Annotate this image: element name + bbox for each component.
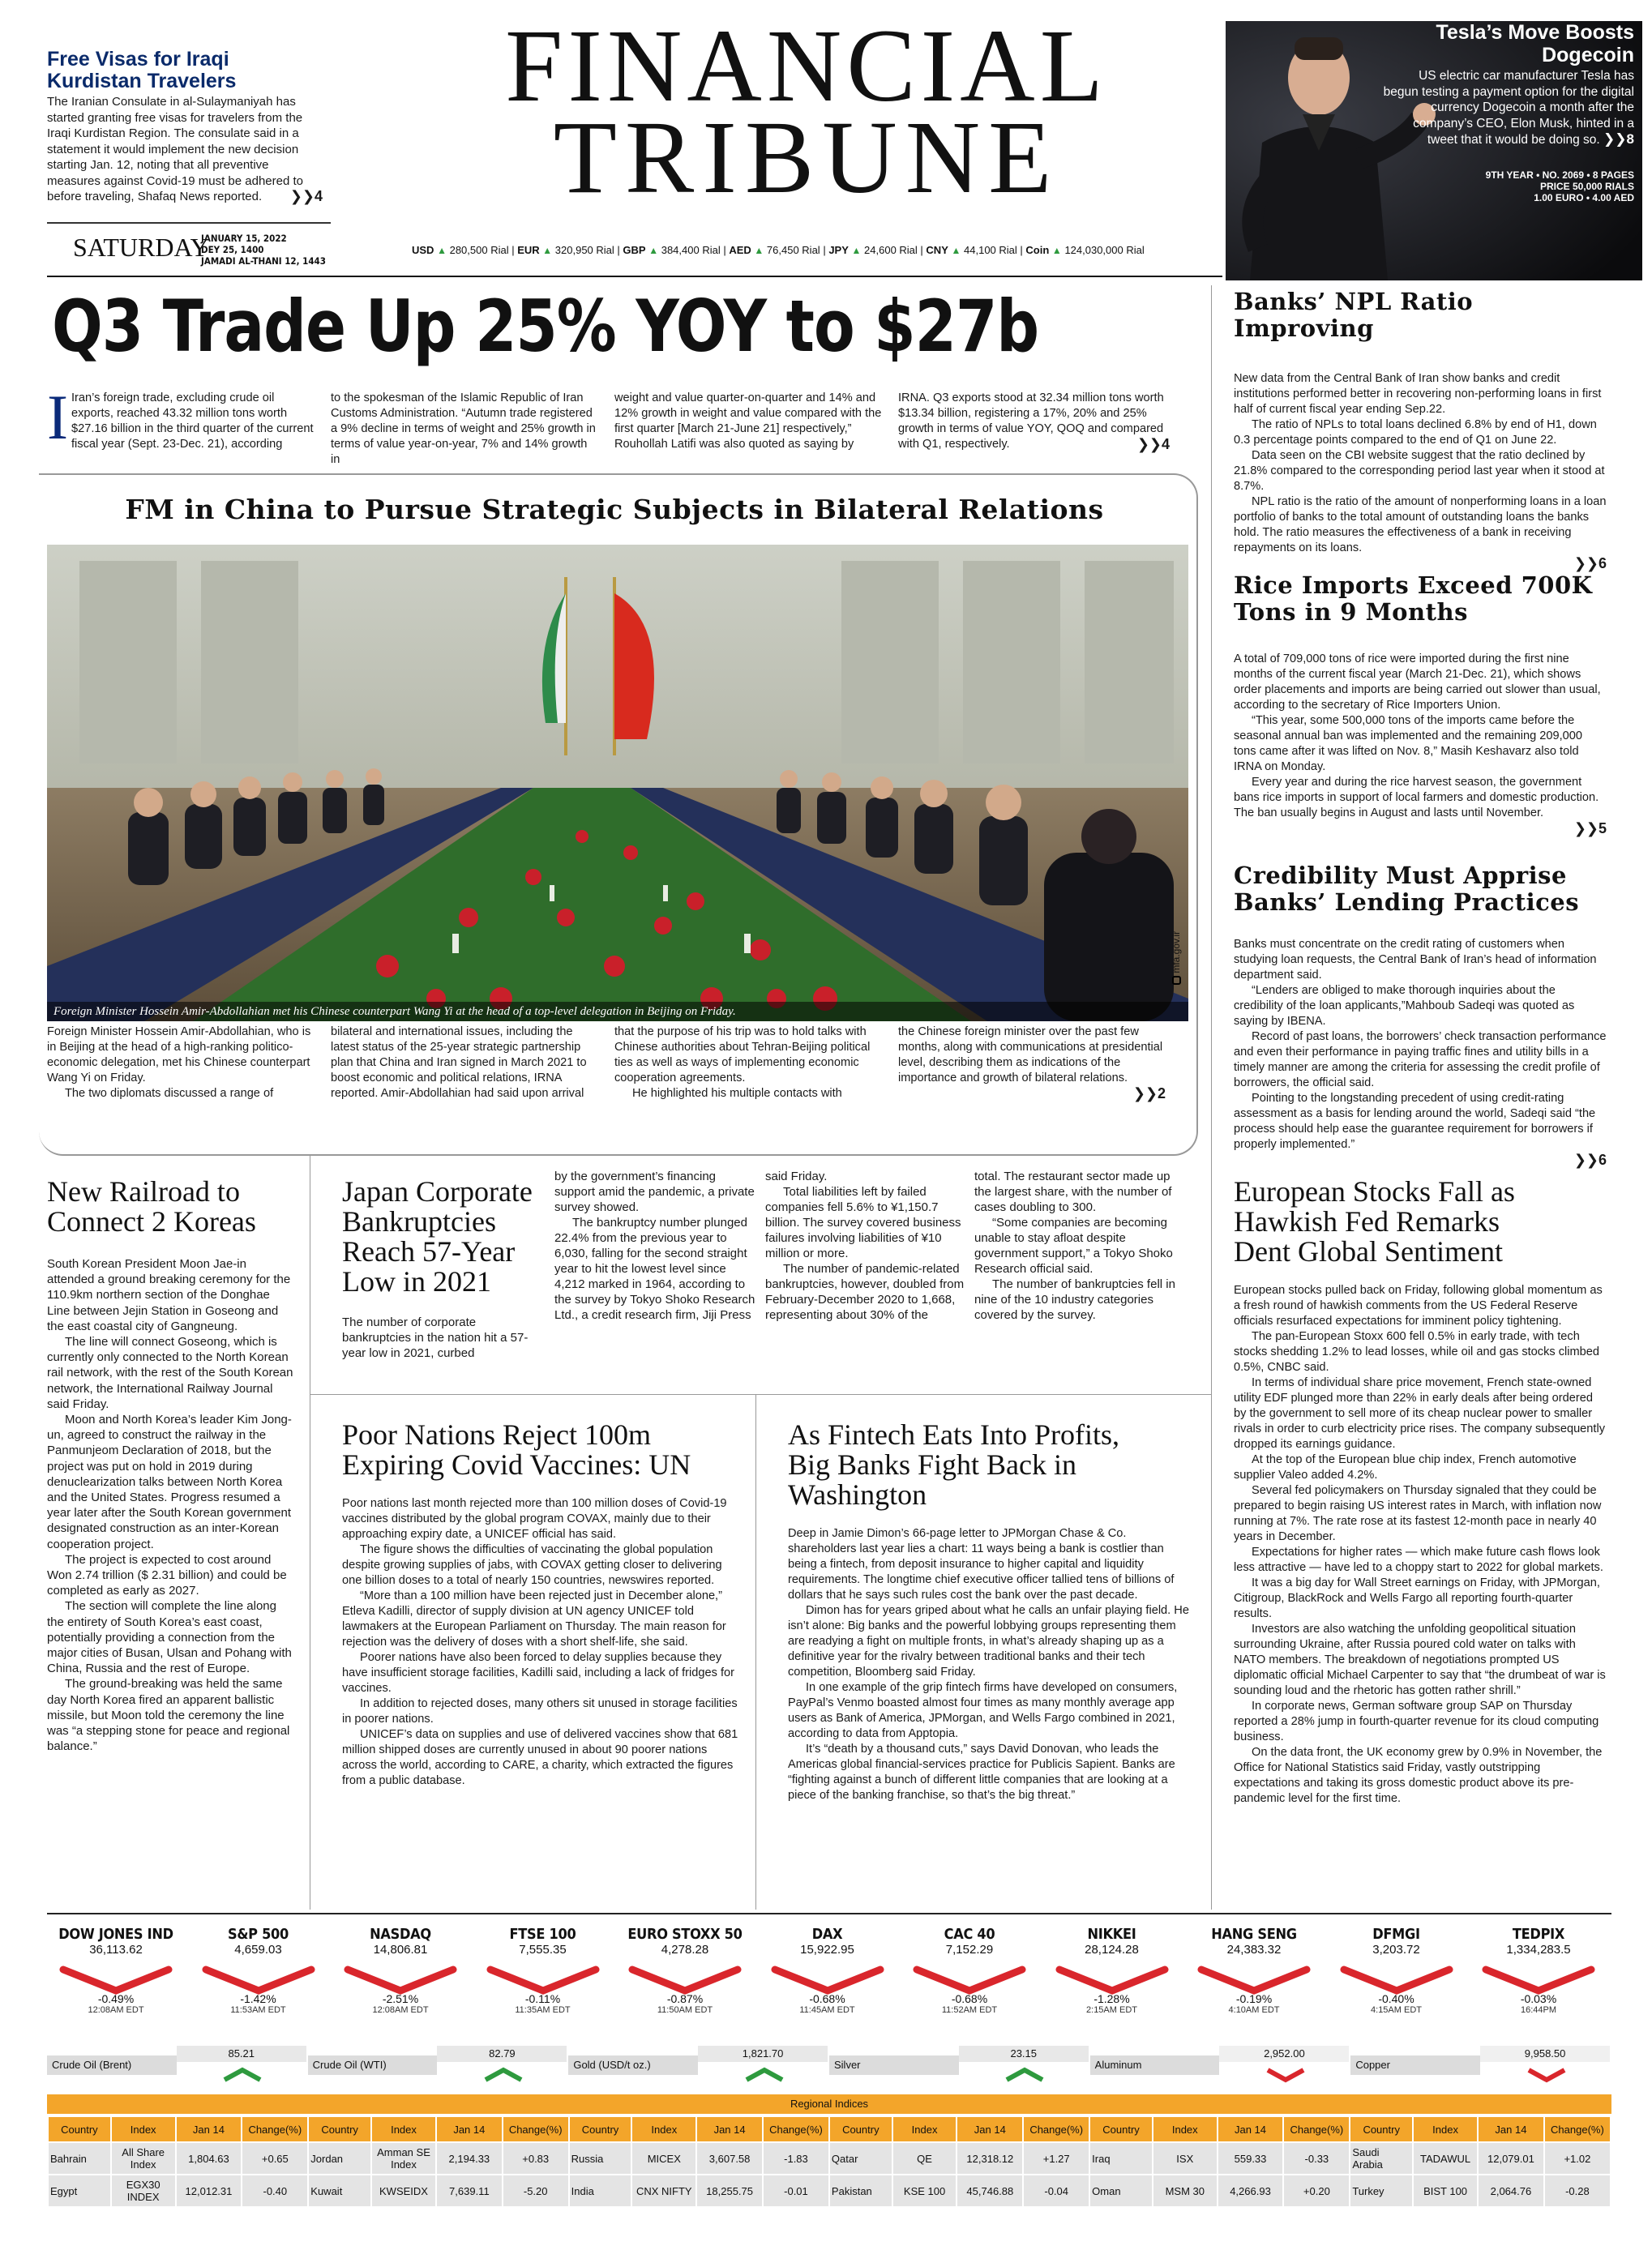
- commodity-silver: [829, 2046, 1089, 2090]
- index-cac-40: [901, 1926, 1038, 2015]
- column-header: Country: [1089, 2116, 1153, 2142]
- column-header: Jan 14: [176, 2116, 242, 2142]
- column-header: Country: [1350, 2116, 1413, 2142]
- country-cell: Pakistan: [829, 2175, 892, 2207]
- lead-col-2: to the spokesman of the Islamic Republic of Iran Customs Administration. “Autumn trade registered a 9% decline in terms of weight and 25% growth in terms of value year-on-year, 7% and 14% growth in: [331, 391, 596, 466]
- tesla-teaser-body: US electric car manufacturer Tesla has begun testing a payment option for the digital currency Dogecoin a month after the company’s CEO, Elon Musk, hinted in a tweet that it would be doing so. ❯❯8: [1383, 69, 1634, 148]
- column-header: Jan 14: [436, 2116, 503, 2142]
- value-cell: 4,266.93: [1218, 2175, 1284, 2207]
- index-change: -1.42%: [240, 1992, 276, 2005]
- lead-col-1: I Iran’s foreign trade, excluding crude oil exports, reached 43.32 million tons worth $27.16 billion in the third quarter of the current fiscal year (Sept. 23-Dec. 21), according: [47, 382, 314, 452]
- page-ref[interactable]: ❯❯6: [1573, 1152, 1607, 1169]
- value-cell: 1,804.63: [176, 2142, 242, 2175]
- commodity-aluminum: [1090, 2046, 1350, 2090]
- value-cell: 2,194.33: [436, 2142, 503, 2175]
- commodity-name: Copper: [1350, 2055, 1480, 2075]
- npl-title: Banks’ NPL Ratio Improving: [1234, 288, 1474, 342]
- covid-title: Poor Nations Reject 100m Expiring Covid Vaccines: UN: [342, 1418, 691, 1481]
- column-header: Index: [892, 2116, 957, 2142]
- index-time: 12:08AM EDT: [372, 2005, 429, 2015]
- column-header: Country: [569, 2116, 632, 2142]
- index-change: -0.11%: [524, 1992, 561, 2005]
- rice-title: Rice Imports Exceed 700K Tons in 9 Months: [1234, 571, 1593, 626]
- left-teaser-title: Free Visas for Iraqi Kurdistan Travelers: [47, 48, 237, 92]
- index-cell: EGX30 INDEX: [111, 2175, 176, 2207]
- trend-down-icon: [1522, 2065, 1571, 2083]
- rate-jpy: JPY ▲ 24,600 Rial: [828, 244, 918, 256]
- index-change: -0.49%: [97, 1992, 135, 2005]
- euro-stocks-story[interactable]: European Stocks Fall as Hawkish Fed Remarks Dent Global Sentiment European stocks pulled back on Friday, following global momentum as a fresh round of hawkish comments from the US Federal Reserve officials resurfaced expectations for imminent policy tightening. The pan-European Stoxx 600 fell 0.5% in early trade, with tech stocks shedding 1.2% to lead losses, while oil and gas stocks climbed 0.5%, CNBC said. In terms of individual share price movement, French state-owned utility EDF plunged more than 22% in early deals after being ordered by the government to sell more of its cheap nuclear power to smaller rivals in order to curb electricity price rises. The company subsequently dropped its earnings guidance. At the top of the European blue chip index, French automotive supplier Valeo added 4.2%. Several fed policymakers on Thursday signaled that they could be prepared to begin raising US interest rates in March, with inflation now running at 7%. The rate rose at its fastest 12-month pace in nearly 40 years in December. Expectations for higher rates — which make future cash flows look less attractive — have led to a choppy start to 2022 for global markets. It was a big day for Wall Street earnings on Friday, with JPMorgan, Citigroup, BlackRock and Wells Fargo all reporting fourth-quarter results. Investors are also watching the unfolding geopolitical situation surrounding Ukraine, after Russia poured cold water on talks with NATO members. The breakdown of negotiations prompted US diplomatic official Michael Carpenter to say that “the drumbeat of war is sounding loud and the rhetoric has gotten rather shrill.” In corporate news, German software group SAP on Thursday reported a 28% jump in fourth-quarter revenue for its cloud computing business. On the data front, the UK economy grew by 0.9% in November, the Office for National Statistics said Friday, vastly outstripping expectations and taking its gross domestic product above its pre-pandemic level for the first time.: [1234, 1175, 1606, 1805]
- country-cell: Saudi Arabia: [1350, 2142, 1413, 2175]
- column-header: Change(%): [503, 2116, 569, 2142]
- commodity-crude-oil-wti-: [308, 2046, 567, 2090]
- change-cell: -1.83: [763, 2142, 829, 2175]
- currency-rates: USD ▲ 280,500 Rial | EUR ▲ 320,950 Rial | GBP ▲ 384,400 Rial | AED ▲ 76,450 Rial | JPY ▲ 24,600 Rial | CNY ▲ 44,100 Rial | Coin ▲ 124,030,000 Rial: [412, 244, 1145, 256]
- trend-down-icon: [190, 1961, 327, 1997]
- trend-down-icon: [47, 1961, 185, 1997]
- commodity-value: 1,821.70: [698, 2046, 828, 2062]
- japan-title: Japan Corporate Bankruptcies Reach 57-Year Low in 2021: [342, 1175, 533, 1298]
- value-cell: 3,607.58: [696, 2142, 763, 2175]
- index-value: 4,278.28: [661, 1943, 709, 1957]
- commodity-crude-oil-brent-: [47, 2046, 306, 2090]
- npl-story[interactable]: Banks’ NPL Ratio Improving New data from the Central Bank of Iran show banks and credit institutions performed better in recovering non-performing loans in first half of current fiscal year ending Sep.22. The ratio of NPLs to total loans declined 6.8% by end of H1, down 0.3 percentage points compared to the end of Q1 on June 22. Data seen on the CBI website suggest that the ratio declined by 21.8% compared to the corresponding period last year when it stood at 8.7%. NPL ratio is the ratio of the amount of nonperforming loans in a loan portfolio of banks to the total amount of outstanding loans the banks hold. The ratio measures the effectiveness of a bank in receiving repayments on its loans. ❯❯6: [1234, 288, 1607, 572]
- index-time: 16:44PM: [1520, 2005, 1557, 2015]
- fm-col-3: that the purpose of his trip was to hold talks with Chinese authorities about Tehran-Beijing political ties as well as ways of implementing economic cooperation agreements. He highlighted his multiple contacts with: [614, 1025, 871, 1100]
- index-name: DOW JONES IND: [58, 1926, 173, 1943]
- day: SATURDAY: [73, 233, 209, 262]
- index-value: 3,203.72: [1372, 1943, 1420, 1957]
- rate-coin: Coin ▲ 124,030,000 Rial: [1025, 244, 1145, 256]
- index-name: FTSE 100: [509, 1926, 576, 1943]
- change-cell: -0.04: [1023, 2175, 1089, 2207]
- country-cell: Turkey: [1350, 2175, 1413, 2207]
- index-change: -0.68%: [951, 1992, 988, 2005]
- table-row: [48, 2175, 1611, 2207]
- commodity-value: 9,958.50: [1480, 2046, 1610, 2062]
- railroad-title: New Railroad to Connect 2 Koreas: [47, 1175, 256, 1238]
- index-value: 28,124.28: [1085, 1943, 1139, 1957]
- country-cell: Jordan: [308, 2142, 371, 2175]
- commodity-value: 85.21: [177, 2046, 306, 2062]
- page-ref[interactable]: ❯❯2: [1132, 1085, 1166, 1102]
- lead-col-3: weight and value quarter-on-quarter and 14% and 12% growth in weight and value compared with the first quarter [March 21-June 21] respectively,” Rouhollah Latifi was also quoted as saying by: [614, 391, 882, 451]
- issue-info: 9TH YEAR • NO. 2069 • 8 PAGES PRICE 50,000 RIALS 1.00 EURO • 4.00 AED: [1485, 169, 1634, 203]
- index-change: -1.28%: [1093, 1992, 1130, 2005]
- commodity-name: Gold (USD/t oz.): [568, 2055, 698, 2075]
- change-cell: -0.33: [1283, 2142, 1350, 2175]
- country-cell: India: [569, 2175, 632, 2207]
- fm-col-1: Foreign Minister Hossein Amir-Abdollahian, who is in Beijing at the head of a high-ranking politico-economic delegation, met his Chinese counterpart Wang Yi on Friday. The two diplomats discussed a range of: [47, 1025, 311, 1100]
- index-time: 11:52AM EDT: [941, 2005, 998, 2015]
- change-cell: -0.40: [242, 2175, 308, 2207]
- trend-up-icon: [218, 2065, 267, 2083]
- column-header: Jan 14: [1478, 2116, 1544, 2142]
- change-cell: -0.28: [1544, 2175, 1611, 2207]
- trend-up-icon: [1000, 2065, 1049, 2083]
- index-tedpix: [1470, 1926, 1607, 2015]
- index-name: NIKKEI: [1087, 1926, 1136, 1943]
- fintech-title: As Fintech Eats Into Profits, Big Banks Fight Back in Washington: [788, 1418, 1119, 1511]
- index-cell: KWSEIDX: [371, 2175, 436, 2207]
- euro-stocks-title: European Stocks Fall as Hawkish Fed Remarks Dent Global Sentiment: [1234, 1175, 1515, 1268]
- index-time: 4:10AM EDT: [1228, 2005, 1280, 2015]
- index-change: -0.19%: [1235, 1992, 1273, 2005]
- index-name: TEDPIX: [1512, 1926, 1565, 1943]
- change-cell: -0.01: [763, 2175, 829, 2207]
- country-cell: Iraq: [1089, 2142, 1153, 2175]
- index-name: CAC 40: [944, 1926, 995, 1943]
- index-nikkei: [1043, 1926, 1181, 2015]
- index-time: 12:08AM EDT: [88, 2005, 144, 2015]
- index-dow-jones-ind: [47, 1926, 185, 2015]
- trend-down-icon: [1043, 1961, 1181, 1997]
- index-value: 24,383.32: [1226, 1943, 1282, 1957]
- index-s-p-500: [190, 1926, 327, 2015]
- commodity-value: 23.15: [959, 2046, 1089, 2062]
- column-header: Jan 14: [696, 2116, 763, 2142]
- index-value: 1,334,283.5: [1506, 1943, 1571, 1957]
- fm-headline[interactable]: FM in China to Pursue Strategic Subjects in Bilateral Relations: [125, 494, 1104, 525]
- fintech-story[interactable]: As Fintech Eats Into Profits, Big Banks Fight Back in Washington Deep in Jamie Dimon’s 66-page letter to JPMorgan Chase & Co. shareholders last year lies a chart: 11 ways being a bank is costlier than being a fintech, from deposit insurance to higher capital and liquidity requirements. The longtime chief executive officer tallied tens of billions of dollars that he says such rules cost the bank over the past decade. Dimon has for years griped about what he calls an unfair playing field. He isn’t alone: Big banks and the powerful lobbying groups representing them are readying a fight on multiple fronts, in what’s already shaping up as a definitive year for the rivalry between traditional banks and their tech competition, Bloomberg said Friday. In one example of the grip fintech firms have developed on consumers, PayPal’s Venmo boasted almost four times as many monthly average app users as Bank of America, JPMorgan, and Wells Fargo combined in 2021, according to data from Apptopia. It’s “death by a thousand cuts,” says David Donovan, who leads the Americas global financial-services practice for Publicis Sapient. Banks are “fighting against a bunch of different little companies that are looking at a piece of the banking franchise, so that’s the big threat.”: [788, 1418, 1189, 1802]
- index-time: 11:50AM EDT: [657, 2005, 713, 2015]
- left-teaser[interactable]: [47, 49, 323, 205]
- value-cell: 12,318.12: [957, 2142, 1023, 2175]
- index-value: 7,152.29: [945, 1943, 994, 1957]
- index-value: 14,806.81: [373, 1943, 428, 1957]
- column-header: Jan 14: [1218, 2116, 1284, 2142]
- value-cell: 12,012.31: [176, 2175, 242, 2207]
- index-cell: All Share Index: [111, 2142, 176, 2175]
- commodity-value: 2,952.00: [1219, 2046, 1349, 2062]
- trend-up-icon: [479, 2065, 528, 2083]
- index-change: -0.68%: [809, 1992, 845, 2005]
- page-ref[interactable]: ❯❯4: [289, 188, 323, 205]
- index-change: -0.40%: [1378, 1992, 1414, 2005]
- column-header: Change(%): [763, 2116, 829, 2142]
- trend-down-icon: [474, 1961, 612, 1997]
- change-cell: +1.27: [1023, 2142, 1089, 2175]
- index-change: -2.51%: [382, 1992, 419, 2005]
- index-dax: [759, 1926, 897, 2015]
- commodity-name: Silver: [829, 2055, 959, 2075]
- index-name: S&P 500: [228, 1926, 289, 1943]
- masthead-line2: TRIBUNE: [553, 100, 1060, 215]
- tesla-teaser[interactable]: [1226, 21, 1642, 280]
- value-cell: 7,639.11: [436, 2175, 503, 2207]
- trend-down-icon: [1185, 1961, 1323, 1997]
- photo-credit: mfa.gov.ir: [1171, 931, 1182, 985]
- index-change: -0.03%: [1520, 1992, 1557, 2005]
- trend-down-icon: [901, 1961, 1038, 1997]
- trend-down-icon: [1470, 1961, 1607, 1997]
- column-header: Index: [371, 2116, 436, 2142]
- index-cell: KSE 100: [892, 2175, 957, 2207]
- japan-col-3: said Friday. Total liabilities left by failed companies fell 5.6% to ¥1,150.7 billion. The survey covered business failures involving liabilities of ¥10 million or more. The number of pandemic-related bankruptcies, however, doubled from February-December 2020 to 1,668, representing about 30% of the: [765, 1170, 965, 1322]
- column-header: Change(%): [242, 2116, 308, 2142]
- lead-headline[interactable]: Q3 Trade Up 25% YOY to $27b: [52, 285, 1039, 369]
- fm-col-2: bilateral and international issues, including the latest status of the 25-year strategic partnership plan that China and Iran signed in March 2021 to boost economic and political relations, IRNA reported. Amir-Abdollahian had said upon arrival: [331, 1025, 587, 1100]
- index-name: DAX: [811, 1926, 843, 1943]
- column-header: Country: [48, 2116, 111, 2142]
- page-ref: ❯❯8: [1603, 131, 1634, 148]
- index-change: -0.87%: [666, 1992, 704, 2005]
- credibility-title: Credibility Must Apprise Banks’ Lending Practices: [1234, 862, 1580, 916]
- index-name: EURO STOXX 50: [627, 1926, 743, 1943]
- lead-col-4: IRNA. Q3 exports stood at 32.34 million tons worth $13.34 billion, registering a 17%, 20% and 25% growth in terms of value YOY, QOQ and compared with Q1, respectively. ❯❯4: [898, 391, 1170, 453]
- value-cell: 559.33: [1218, 2142, 1284, 2175]
- japan-col-4: total. The restaurant sector made up the largest share, with the number of cases doubling to 300. “Some companies are becoming unable to stay afloat despite government support,” a Tokyo Shoko Research official said. The number of bankruptcies fell in nine of the 10 industry categories covered by the survey.: [974, 1170, 1175, 1322]
- column-header: Index: [631, 2116, 696, 2142]
- change-cell: +0.20: [1283, 2175, 1350, 2207]
- trend-up-icon: [740, 2065, 789, 2083]
- index-cell: ISX: [1153, 2142, 1218, 2175]
- column-header: Change(%): [1023, 2116, 1089, 2142]
- index-value: 36,113.62: [89, 1943, 143, 1957]
- value-cell: 2,064.76: [1478, 2175, 1544, 2207]
- trend-down-icon: [332, 1961, 469, 1997]
- index-ftse-100: [474, 1926, 612, 2015]
- commodity-name: Aluminum: [1090, 2055, 1220, 2075]
- railroad-story[interactable]: New Railroad to Connect 2 Koreas South Korean President Moon Jae-in attended a ground breaking ceremony for the 110.9km northern section of the Donghae Line between Jejin Station in Goseong and the east coastal city of Gangneung. The line will connect Goseong, which is currently only connected to the North Korean rail network, with the rest of the South Korean network, the International Railway Journal said Friday. Moon and North Korea’s leader Kim Jong-un, agreed to construct the railway in the Panmunjeom Declaration of 2018, but the project was put on hold in 2019 during denuclearization talks between North Korea and the United States. Progress resumed a year later after the South Korean government designated construction as an inter-Korean cooperation project. The project is expected to cost around Won 2.74 trillion ($ 2.31 billion) and could be completed as early as 2027. The section will complete the line along the entirety of South Korea’s east coast, potentially providing a connection from the major cities of Busan, Ulsan and Pohang with China, Russia and the rest of Europe. The ground-breaking was held the same day North Korea fired an apparent ballistic missile, but Moon told the ceremony the line was “a stepping stone for peace and regional balance.”: [47, 1177, 295, 1755]
- japan-col-2: by the government’s financing support amid the pandemic, a private survey showed. The bankruptcy number plunged 22.4% from the previous year to 6,030, falling for the second straight year to hit the lowest level since 4,212 marked in 1964, according to the survey by Tokyo Shoko Research Ltd., a credit research firm, Jiji Press: [554, 1170, 755, 1322]
- meeting-photo: [47, 545, 1188, 1021]
- commodity-name: Crude Oil (Brent): [47, 2055, 177, 2075]
- column-header: Change(%): [1544, 2116, 1611, 2142]
- trend-down-icon: [759, 1961, 897, 1997]
- fm-photo: [47, 545, 1188, 1021]
- trend-down-icon: [616, 1961, 754, 1997]
- regional-title: Regional Indices: [47, 2094, 1611, 2114]
- country-cell: Egypt: [48, 2175, 111, 2207]
- index-time: 11:45AM EDT: [799, 2005, 855, 2015]
- index-nasdaq: [332, 1926, 469, 2015]
- index-time: 11:53AM EDT: [230, 2005, 286, 2015]
- index-time: 4:15AM EDT: [1371, 2005, 1422, 2015]
- index-value: 7,555.35: [519, 1943, 567, 1957]
- tesla-teaser-title: Tesla’s Move Boosts Dogecoin: [1436, 21, 1634, 66]
- rate-cny: CNY ▲ 44,100 Rial: [926, 244, 1017, 256]
- country-cell: Bahrain: [48, 2142, 111, 2175]
- index-cell: MICEX: [631, 2142, 696, 2175]
- photo-caption: Foreign Minister Hossein Amir-Abdollahian met his Chinese counterpart Wang Yi at the head of a top-level delegation in Beijing on Friday.: [47, 1002, 1188, 1021]
- left-teaser-body: The Iranian Consulate in al-Sulaymaniyah has started granting free visas for travelers from the Iraqi Kurdistan Region. The consulate said in a statement it would implement the new decision starting Jan. 12, noting that all preventive measures against Covid-19 must be adhered to before traveling, Shafaq News reported.: [47, 95, 304, 203]
- value-cell: 18,255.75: [696, 2175, 763, 2207]
- index-hang-seng: [1185, 1926, 1323, 2015]
- regional-indices: [47, 2094, 1611, 2208]
- rate-usd: USD ▲ 280,500 Rial: [412, 244, 509, 256]
- index-euro-stoxx-50: [616, 1926, 754, 2015]
- rate-eur: EUR ▲ 320,950 Rial: [517, 244, 614, 256]
- column-header: Country: [829, 2116, 892, 2142]
- index-cell: BIST 100: [1413, 2175, 1478, 2207]
- country-cell: Kuwait: [308, 2175, 371, 2207]
- index-cell: QE: [892, 2142, 957, 2175]
- instagram-icon: [1172, 976, 1181, 985]
- change-cell: +0.65: [242, 2142, 308, 2175]
- column-header: Jan 14: [957, 2116, 1023, 2142]
- rate-gbp: GBP ▲ 384,400 Rial: [623, 244, 721, 256]
- masthead: [389, 8, 1224, 215]
- index-cell: MSM 30: [1153, 2175, 1218, 2207]
- page-ref[interactable]: ❯❯5: [1573, 820, 1607, 837]
- table-row: [48, 2142, 1611, 2175]
- page-ref[interactable]: ❯❯4: [1136, 436, 1170, 453]
- trend-down-icon: [1328, 1961, 1466, 1997]
- change-cell: +1.02: [1544, 2142, 1611, 2175]
- commodity-name: Crude Oil (WTI): [308, 2055, 438, 2075]
- index-cell: Amman SE Index: [371, 2142, 436, 2175]
- fm-col-4: the Chinese foreign minister over the past few months, along with communications at presidential level, describing them as indications of the importance and growth of bilateral relations. ❯❯2: [898, 1025, 1166, 1102]
- country-cell: Russia: [569, 2142, 632, 2175]
- index-cell: CNX NIFTY: [631, 2175, 696, 2207]
- rice-story[interactable]: Rice Imports Exceed 700K Tons in 9 Months A total of 709,000 tons of rice were imported during the first nine months of the current fiscal year (March 21-Dec. 21), which shows order placements and imports are being carried out slower than usual, according to the secretary of Rice Importers Union. “This year, some 500,000 tons of the imports came before the seasonal annual ban was implemented and the remaining 209,000 tons came after it was lifted on Nov. 8,” Masih Keshavarz also told IRNA on Monday. Every year and during the rice harvest season, the government bans rice imports in support of local farmers and domestic production. The ban usually begins in August and lasts until November. ❯❯5: [1234, 571, 1607, 837]
- rate-aed: AED ▲ 76,450 Rial: [729, 244, 820, 256]
- index-name: NASDAQ: [370, 1926, 431, 1943]
- index-name: HANG SENG: [1211, 1926, 1297, 1943]
- masthead-line1: FINANCIAL: [505, 8, 1108, 123]
- value-cell: 12,079.01: [1478, 2142, 1544, 2175]
- trend-down-icon: [1261, 2065, 1310, 2083]
- change-cell: +0.83: [503, 2142, 569, 2175]
- index-cell: TADAWUL: [1413, 2142, 1478, 2175]
- index-name: DFMGI: [1372, 1926, 1420, 1943]
- commodity-value: 82.79: [437, 2046, 567, 2062]
- index-time: 11:35AM EDT: [515, 2005, 571, 2015]
- column-header: Index: [111, 2116, 176, 2142]
- index-value: 4,659.03: [234, 1943, 282, 1957]
- table-header-row: [48, 2116, 1611, 2142]
- value-cell: 45,746.88: [957, 2175, 1023, 2207]
- change-cell: -5.20: [503, 2175, 569, 2207]
- commodity-copper: [1350, 2046, 1610, 2090]
- credibility-story[interactable]: Credibility Must Apprise Banks’ Lending Practices Banks must concentrate on the credit rating of customers when studying loan requests, the Central Bank of Iran’s head of information department said. “Lenders are obliged to make thorough inquiries about the credibility of the loan applicants,”Mahboub Sadeqi was quoted as saying by IBENA. Record of past loans, the borrowers’ check transaction performance and even their performance in paying traffic fines and utility bills in a timely manner are among the criteria for assessing the credit profile of borrowers, the official said. Pointing to the longstanding precedent of using credit-rating assessment as a basis for lending around the world, Sadeqi said “the process should help ease the guarantee requirement for borrowers if properly implemented.” ❯❯6: [1234, 862, 1607, 1169]
- country-cell: Qatar: [829, 2142, 892, 2175]
- index-time: 2:15AM EDT: [1086, 2005, 1137, 2015]
- column-header: Index: [1413, 2116, 1478, 2142]
- column-header: Change(%): [1283, 2116, 1350, 2142]
- index-value: 15,922.95: [800, 1943, 854, 1957]
- column-header: Index: [1153, 2116, 1218, 2142]
- index-dfmgi: [1328, 1926, 1466, 2015]
- commodity-gold-usd-t-oz-: [568, 2046, 828, 2090]
- column-header: Country: [308, 2116, 371, 2142]
- country-cell: Oman: [1089, 2175, 1153, 2207]
- page-ref[interactable]: ❯❯6: [1573, 555, 1607, 572]
- covid-story[interactable]: Poor Nations Reject 100m Expiring Covid Vaccines: UN Poor nations last month rejected more than 100 million doses of Covid-19 vaccines distributed by the global program COVAX, mainly due to their approaching expiry date, a UNICEF official has said. The figure shows the difficulties of vaccinating the global population despite growing supplies of jabs, with COVAX getting closer to delivering one billion doses to a total of nearly 150 countries, newswires reported. “More than a 100 million have been rejected just in December alone,” Etleva Kadilli, director of supply division at UN agency UNICEF told lawmakers at the European Parliament on Thursday. The main reason for rejection was the delivery of doses with a short shelf-life, she said. Poorer nations have also been forced to delay supplies because they have insufficient storage facilities, Kadilli said, including a lack of fridges for vaccines. In addition to rejected doses, many others sit unused in storage facilities in poorer nations. UNICEF’s data on supplies and use of delivered vaccines show that 681 million shipped doses are currently unused in about 90 poorer nations across the world, according to CARE, a charity, which extracted the figures from a public database.: [342, 1418, 738, 1787]
